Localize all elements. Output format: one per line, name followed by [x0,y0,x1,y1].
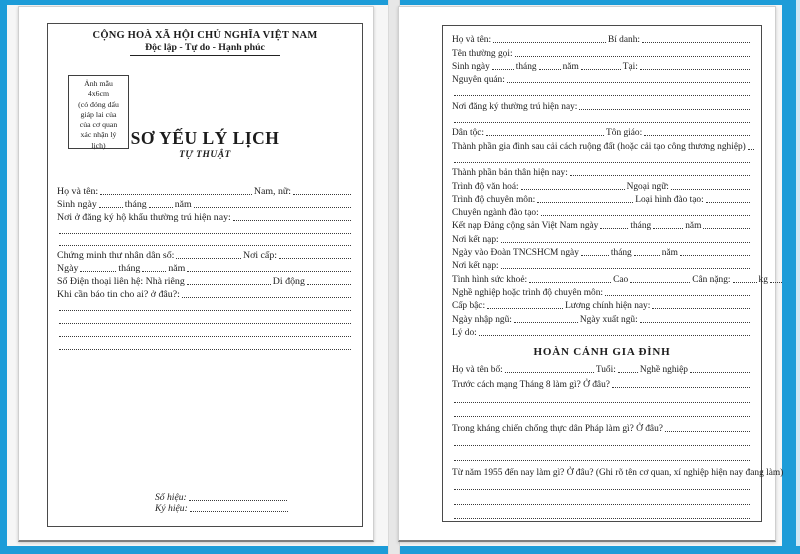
dotted-blank [454,122,750,123]
dotted-blank [581,69,621,70]
form-line [57,210,353,223]
dotted-blank [59,349,351,350]
family-section-title: HOÀN CẢNH GIA ĐÌNH [533,345,671,358]
field-label: Cấp bậc: [452,301,486,312]
frame-left [0,0,7,554]
dotted-blank [187,271,351,272]
dotted-blank [630,282,690,283]
form-line [452,463,784,478]
dotted-blank [454,95,750,96]
dotted-blank [537,202,633,203]
dotted-blank [454,489,750,490]
national-header: CỘNG HOÀ XÃ HỘI CHỦ NGHĨA VIỆT NAM [92,30,318,41]
form-line [452,478,752,493]
form-line [452,285,752,298]
field-label: Nam, nữ: [253,185,291,197]
dotted-blank [706,202,750,203]
field-label: Ngày [57,263,79,275]
dotted-blank [454,445,750,446]
photo-box-text-line: Ảnh mẫu [84,79,113,88]
form-line [57,313,353,326]
dotted-blank [307,284,351,285]
dotted-blank [190,511,288,512]
dotted-blank [507,82,750,83]
field-label: Ngày xuất ngũ: [579,314,638,325]
form-line [452,258,752,271]
dotted-blank [59,233,351,234]
dotted-blank [487,308,563,309]
form-line [155,491,325,503]
dotted-blank [618,372,638,373]
dotted-blank [579,109,750,110]
field-label: Nơi đăng ký thường trú hiện nay: [452,101,578,112]
field-label: tháng [515,61,537,72]
form-line [452,45,752,58]
field-label: tháng [610,248,632,259]
field-label: Kết nạp Đảng cộng sản Việt Nam ngày [452,221,599,232]
field-label: Nghề nghiệp [639,365,688,376]
form-line [57,248,353,261]
frame-bottom-left [0,546,388,554]
dotted-blank [733,282,757,283]
dotted-blank [454,402,750,403]
form-line [452,32,752,45]
photo-box-text-line: (có đóng dấu [78,99,119,109]
dotted-blank [59,336,351,337]
form-line [57,287,353,300]
form-line [57,326,353,339]
field-label: Thành phần gia đình sau cải cách ruộng đất (hoặc cải tạo công thương nghiệp) [452,141,746,152]
dotted-blank [187,284,271,285]
form-line [452,311,752,324]
field-label: năm [661,248,678,259]
field-label: Lương chính hiện nay: [565,301,651,312]
dotted-blank [486,135,604,136]
field-label: Bí danh: [607,35,640,46]
field-label: Loại hình đào tạo: [635,194,704,205]
field-label: Nơi kết nạp: [452,234,499,245]
photo-box-text-line: của cơ quan [79,120,118,130]
form-line [57,339,353,352]
field-label: Số hiệu: [155,491,187,503]
dotted-blank [644,135,750,136]
field-label: Cân nặng: [692,274,731,285]
form-line [452,434,752,449]
dotted-blank [59,310,351,311]
field-label: Tuổi: [595,365,616,376]
dotted-blank [505,372,594,373]
form-line [452,98,752,111]
form-line [452,218,752,231]
dotted-blank [493,42,606,43]
form-line [452,125,752,138]
dotted-blank [642,42,750,43]
dotted-blank [640,322,750,323]
field-label: Sinh ngày [57,198,97,210]
form-line [57,236,353,249]
motto: Độc lập - Tự do - Hạnh phúc [145,42,265,53]
dotted-blank [634,255,660,256]
form-line [452,205,752,218]
field-label: Thành phần bản thân hiện nay: [452,168,568,179]
dotted-blank [539,69,561,70]
photo-box-text-line: 4x6cm [87,89,110,99]
form-line [452,448,752,463]
field-label: Trong kháng chiến chống thực dân Pháp làm gì? Ở đâu? [452,423,663,434]
field-label: Tên thường gọi: [452,48,513,59]
field-label: Họ và tên: [57,185,99,197]
field-label: Từ năm 1955 đến nay làm gì? Ở đâu? (Ghi rõ tên cơ quan, xí nghiệp hiện nay đang làm) [452,467,784,478]
form-lines-left [57,184,353,352]
form-line [452,112,752,125]
form-line [452,72,752,85]
field-label: Nghề nghiệp hoặc trình độ chuyên môn: [452,287,604,298]
form-line [452,165,752,178]
field-label: Chuyên ngành đào tạo: [452,208,539,219]
field-label: Nơi kết nạp: [452,261,499,272]
form-line [452,192,752,205]
document-subtitle: TỰ THUẬT [179,150,231,160]
dotted-blank [454,162,750,163]
dotted-blank [640,69,750,70]
dotted-blank [501,242,750,243]
field-label: Trình độ chuyên môn: [452,194,536,205]
dotted-blank [293,194,351,195]
dotted-blank [570,175,750,176]
field-label: Di động [272,276,305,288]
field-label: Ngày vào Đoàn TNCSHCM ngày [452,248,579,259]
frame-right-highlight [796,0,800,554]
dotted-blank [182,297,351,298]
dotted-blank [514,322,578,323]
form-box-right [442,25,784,522]
form-line [57,300,353,313]
doc-ref-footer [155,491,325,514]
dotted-blank [142,271,166,272]
motto-underline [130,55,280,56]
form-line [57,184,353,197]
form-line [452,390,752,405]
dotted-blank [612,387,750,388]
photo-box-text-line: lịch) [91,140,106,150]
dotted-blank [194,207,351,208]
dotted-blank [671,189,750,190]
field-label: Số Điện thoại liên hệ: Nhà riêng [57,276,185,288]
field-label: Ngoại ngữ: [626,181,669,192]
dotted-blank [748,149,754,150]
form-line [452,361,752,376]
field-label: Họ và tên: [452,35,492,46]
dotted-blank [454,416,750,417]
dotted-blank [770,282,782,283]
field-label: Nơi cấp: [242,250,277,262]
form-line [452,245,752,258]
dotted-blank [521,189,625,190]
form-box-left [47,23,363,527]
dotted-blank [454,504,750,505]
dotted-blank [541,215,750,216]
dotted-blank [581,255,609,256]
field-label: Khi cần báo tin cho ai? ở đâu?: [57,289,180,301]
form-line [452,152,752,165]
form-line [452,59,752,72]
dotted-blank [652,308,750,309]
dotted-blank [605,295,750,296]
dotted-blank [454,460,750,461]
dotted-blank [492,69,514,70]
dotted-blank [99,207,123,208]
form-line [452,231,752,244]
dotted-blank [703,228,750,229]
field-label: Lý do: [452,327,477,338]
dotted-blank [279,258,351,259]
form-line [452,271,768,285]
document-title: SƠ YẾU LÝ LỊCH [130,128,280,148]
dotted-blank [680,255,750,256]
dotted-blank [665,431,750,432]
field-label: Tại: [622,61,638,72]
form-line [452,178,752,191]
dotted-blank [189,500,287,501]
field-label: năm [562,61,579,72]
field-label: Nơi ở đăng ký hộ khẩu thường trú hiện nay: [57,211,231,223]
form-line [452,375,752,390]
form-line [155,503,325,515]
form-line [452,419,752,434]
form-line [57,261,353,274]
field-label: Họ và tên bố: [452,365,503,376]
field-label: năm [685,221,702,232]
field-label: tháng [630,221,652,232]
dotted-blank [100,194,252,195]
dotted-blank [149,207,173,208]
form-line [57,274,353,287]
field-label: Tôn giáo: [606,128,643,139]
dotted-blank [233,220,351,221]
field-label: tháng [124,198,147,210]
dotted-blank [59,245,351,246]
form-line [452,405,752,420]
frame-bottom-right [400,546,800,554]
field-label: kg [758,274,768,285]
form-lines-family [452,361,784,522]
dotted-blank [600,228,628,229]
dotted-blank [515,56,750,57]
field-label: Sinh ngày [452,61,490,72]
form-line [57,197,353,210]
photo-box-text-line: xác nhận lý [80,130,117,140]
photo-box-text-line: giáp lai của [80,109,117,119]
photo-placeholder-box [68,75,129,149]
field-label: Chứng minh thư nhân dân số: [57,250,175,262]
form-line [57,223,353,236]
dotted-blank [529,282,611,283]
form-line [452,85,752,98]
field-label: Nguyên quán: [452,75,505,86]
field-label: Trước cách mạng Tháng 8 làm gì? Ở đâu? [452,380,610,391]
field-label: Tình hình sức khoẻ: [452,274,528,285]
field-label: tháng [118,263,141,275]
field-label: Trình độ văn hoá: [452,181,519,192]
form-line [452,138,752,151]
form-lines-right [452,32,768,338]
form-line [452,492,752,507]
dotted-blank [501,268,750,269]
dotted-blank [80,271,116,272]
field-label: Ký hiệu: [155,503,188,514]
dotted-blank [176,258,241,259]
field-label: Cao [613,274,629,285]
dotted-blank [454,518,750,519]
field-label: năm [174,198,192,210]
field-label: năm [168,263,186,275]
dotted-blank [59,323,351,324]
form-line [452,325,752,338]
field-label: Ngày nhập ngũ: [452,314,512,325]
dotted-blank [690,372,750,373]
form-line [452,298,752,311]
form-line [452,507,752,522]
field-label: Dân tộc: [452,128,485,139]
dotted-blank [479,335,750,336]
dotted-blank [653,228,683,229]
